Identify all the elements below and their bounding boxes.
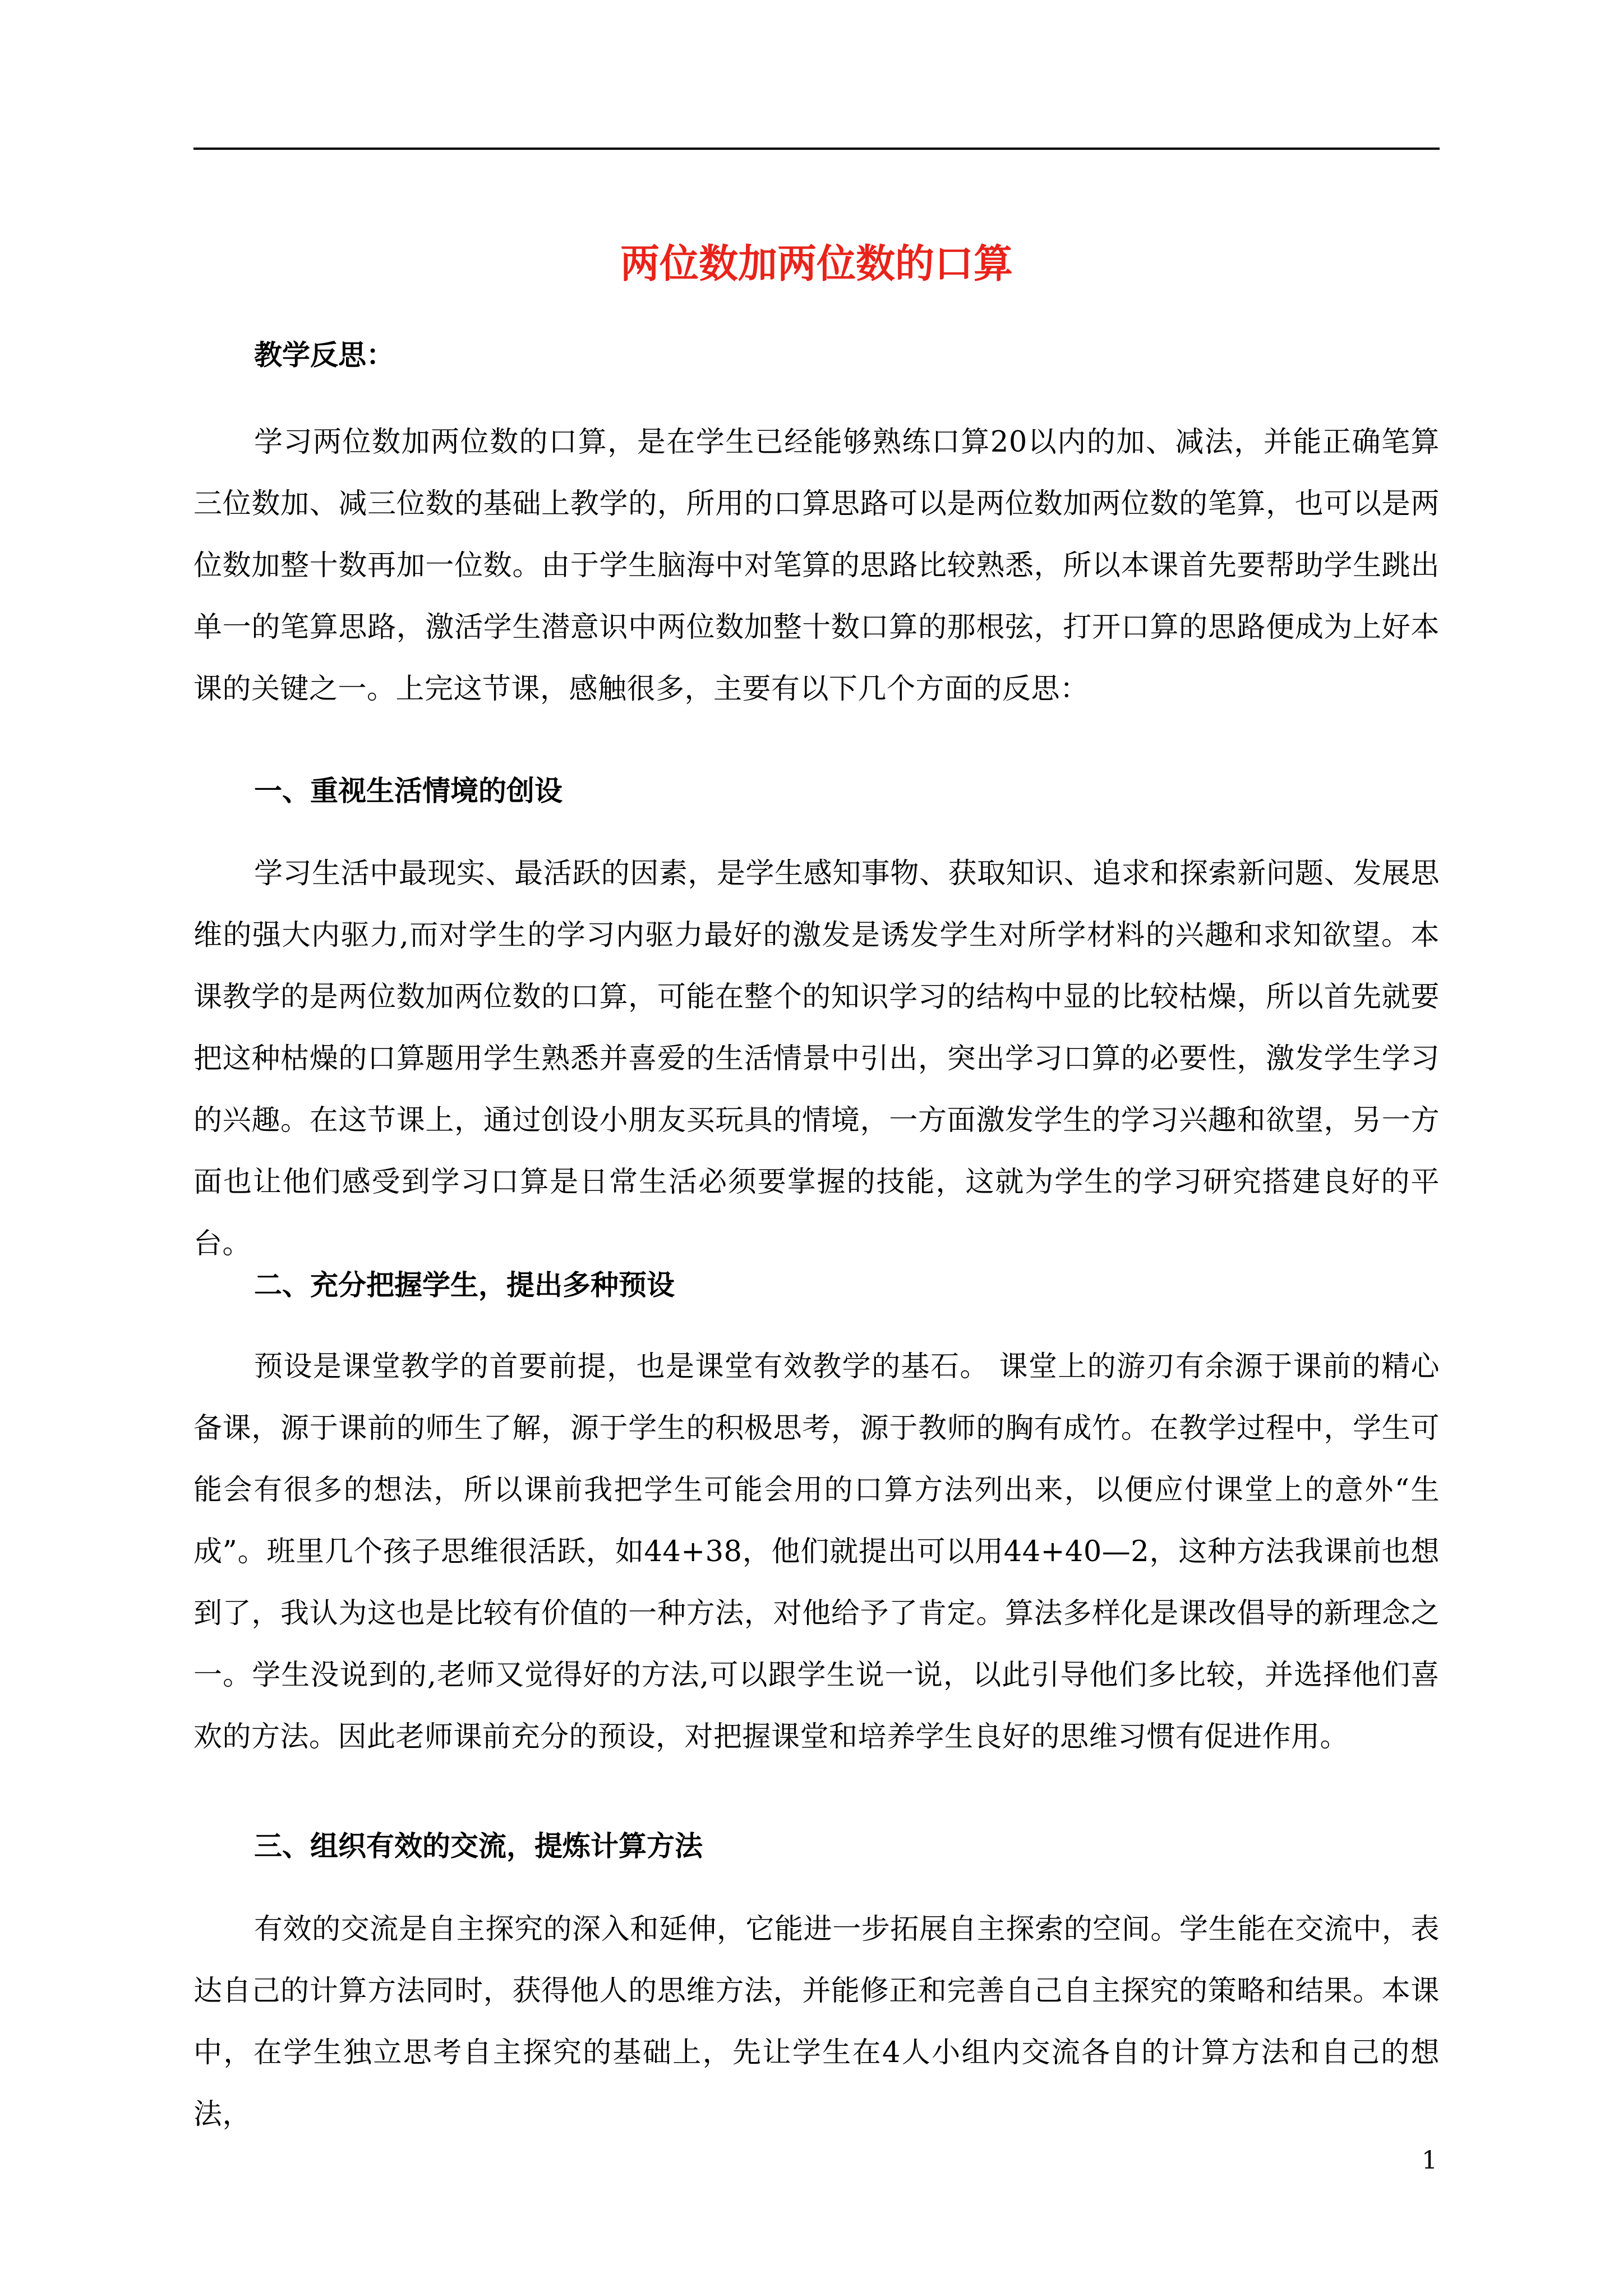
section-1-heading: 一、重视生活情境的创设 [254, 774, 562, 807]
section-2-heading: 二、充分把握学生，提出多种预设 [254, 1268, 675, 1301]
document-title: 两位数加两位数的口算 [620, 240, 1013, 287]
page-number: 1 [1422, 2146, 1437, 2175]
intro-heading: 教学反思： [254, 338, 394, 371]
section-2-paragraph: 预设是课堂教学的首要前提，也是课堂有效教学的基石。 课堂上的游刃有余源于课前的精心备课，源于课前的师生了解，源于学生的积极思考，源于教师的胸有成竹。在教学过程中，学生可能会有很多的想法，所以课前我把学生可能会用的口算方法列出来，以便应付课堂上的意外“生成”。班里几个孩子思维很活跃，如44+38，他们就提出可以用44+40—2，这种方法我课前也想到了，我认为这也是比较有价值的一种方法，对他给予了肯定。算法多样化是课改倡导的新理念之一。学生没说到的,老师又觉得好的方法,可以跟学生说一说，以此引导他们多比较，并选择他们喜欢的方法。因此老师课前充分的预设，对把握课堂和培养学生良好的思维习惯有促进作用。 [193, 1350, 1440, 1754]
section-1-paragraph: 学习生活中最现实、最活跃的因素，是学生感知事物、获取知识、追求和探索新问题、发展思维的强大内驱力,而对学生的学习内驱力最好的激发是诱发学生对所学材料的兴趣和求知欲望。本课教学的是两位数加两位数的口算，可能在整个的知识学习的结构中显的比较枯燥，所以首先就要把这种枯燥的口算题用学生熟悉并喜爱的生活情景中引出，突出学习口算的必要性，激发学生学习的兴趣。在这节课上，通过创设小朋友买玩具的情境，一方面激发学生的学习兴趣和欲望，另一方面也让他们感受到学习口算是日常生活必须要掌握的技能，这就为学生的学习研究搭建良好的平台。 [193, 857, 1440, 1260]
section-3-paragraph: 有效的交流是自主探究的深入和延伸，它能进一步拓展自主探索的空间。学生能在交流中，表达自己的计算方法同时，获得他人的思维方法，并能修正和完善自己自主探究的策略和结果。本课中，在学生独立思考自主探究的基础上，先让学生在4人小组内交流各自的计算方法和自己的想法， [193, 1913, 1440, 2131]
intro-paragraph: 学习两位数加两位数的口算，是在学生已经能够熟练口算20以内的加、减法，并能正确笔算三位数加、减三位数的基础上教学的，所用的口算思路可以是两位数加两位数的笔算，也可以是两位数加整十数再加一位数。由于学生脑海中对笔算的思路比较熟悉，所以本课首先要帮助学生跳出单一的笔算思路，激活学生潜意识中两位数加整十数口算的那根弦，打开口算的思路便成为上好本课的关键之一。上完这节课，感触很多，主要有以下几个方面的反思： [193, 426, 1440, 706]
header-rule [193, 148, 1440, 150]
section-3-heading: 三、组织有效的交流，提炼计算方法 [254, 1829, 703, 1862]
